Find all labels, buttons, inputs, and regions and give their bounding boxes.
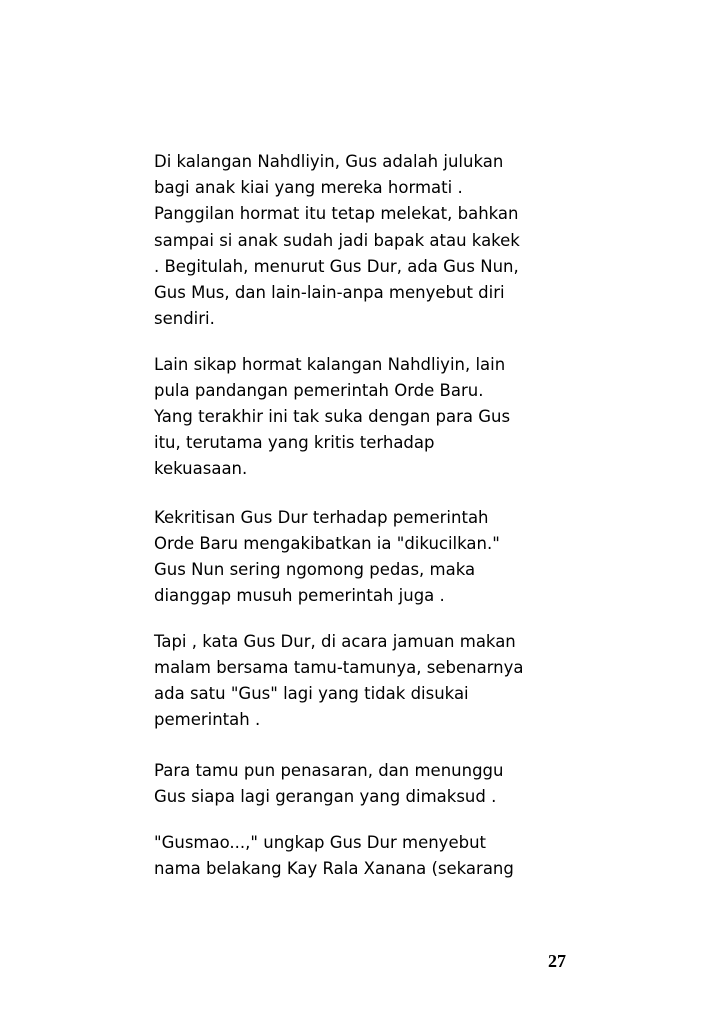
text-line: ada satu "Gus" lagi yang tidak disukai — [154, 684, 469, 703]
text-line: pemerintah . — [154, 710, 261, 729]
text-line: dianggap musuh pemerintah juga . — [154, 586, 445, 605]
text-line: Lain sikap hormat kalangan Nahdliyin, lain — [154, 355, 506, 374]
text-line: Gus Mus, dan lain-lain-anpa menyebut diri — [154, 283, 505, 302]
text-line: Kekritisan Gus Dur terhadap pemerintah — [154, 508, 489, 527]
text-line: Yang terakhir ini tak suka dengan para Gus — [154, 407, 511, 426]
text-line: Di kalangan Nahdliyin, Gus adalah julukan — [154, 152, 504, 171]
text-line: sendiri. — [154, 309, 215, 328]
text-line: itu, terutama yang kritis terhadap — [154, 433, 435, 452]
page-number: 27 — [548, 951, 566, 971]
text-line: nama belakang Kay Rala Xanana (sekarang — [154, 859, 514, 878]
text-line: . Begitulah, menurut Gus Dur, ada Gus Nun, — [154, 257, 519, 276]
text-line: Para tamu pun penasaran, dan menunggu — [154, 761, 504, 780]
text-line: "Gusmao...," ungkap Gus Dur menyebut — [154, 833, 486, 852]
text-line: malam bersama tamu-tamunya, sebenarnya — [154, 658, 524, 677]
text-line: sampai si anak sudah jadi bapak atau kakek — [154, 231, 520, 250]
text-line: Gus siapa lagi gerangan yang dimaksud . — [154, 787, 497, 806]
text-line: kekuasaan. — [154, 459, 248, 478]
text-line: Orde Baru mengakibatkan ia "dikucilkan." — [154, 534, 500, 553]
text-line: Gus Nun sering ngomong pedas, maka — [154, 560, 476, 579]
text-line: Tapi , kata Gus Dur, di acara jamuan makan — [154, 632, 516, 651]
text-line: Panggilan hormat itu tetap melekat, bahkan — [154, 204, 519, 223]
text-line: bagi anak kiai yang mereka hormati . — [154, 178, 463, 197]
text-line: pula pandangan pemerintah Orde Baru. — [154, 381, 484, 400]
